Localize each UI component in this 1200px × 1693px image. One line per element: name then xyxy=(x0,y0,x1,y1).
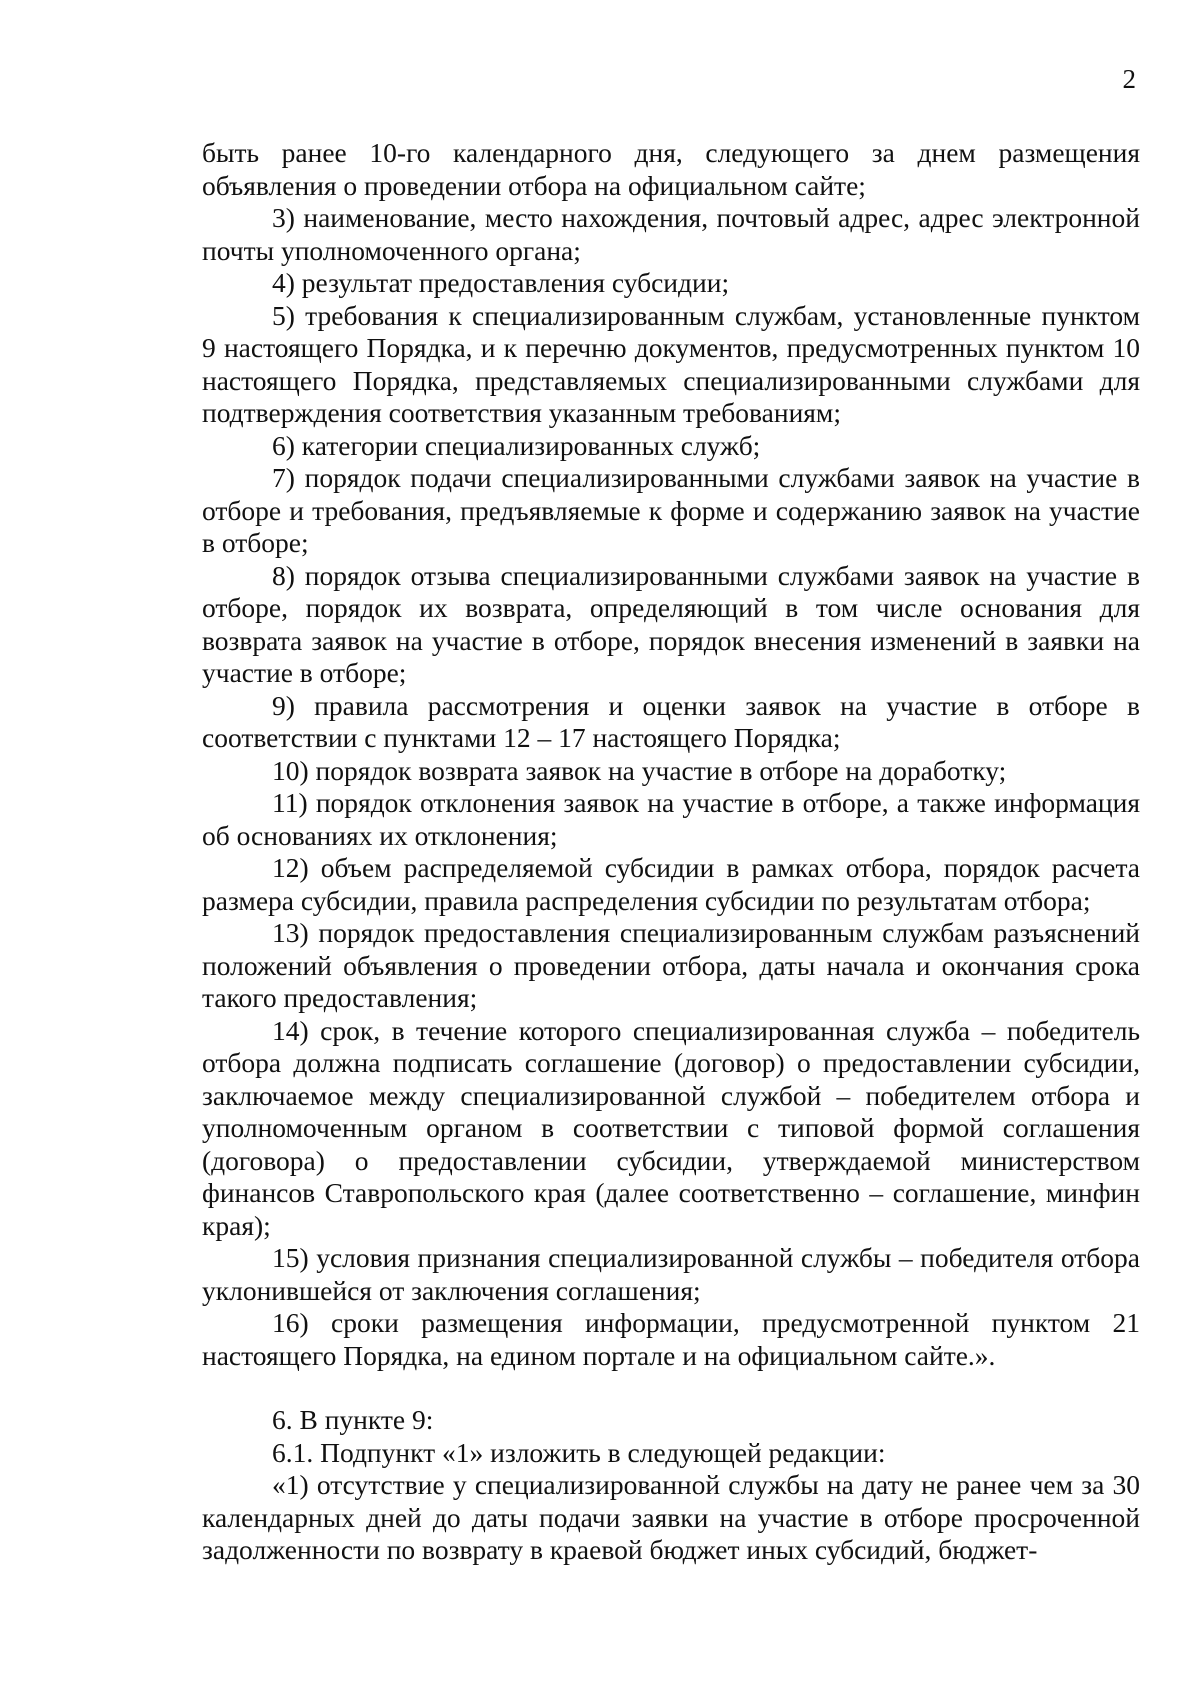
paragraph-item-9: 9) правила рассмотрения и оценки заявок на участие в отборе в соответствии с пунктами 12 – 17 настоящего Порядка; xyxy=(202,689,1140,753)
paragraph-item-6: 6) категории специализированных служб; xyxy=(272,429,761,461)
paragraph-continuation: быть ранее 10-го календарного дня, следующего за днем размещения объявления о проведении отбора на официальном сайте; xyxy=(202,137,1140,201)
paragraph-item-15: 15) условия признания специализированной службы – победителя отбора уклонившейся от заключения соглашения; xyxy=(202,1242,1140,1306)
page-number: 2 xyxy=(1122,64,1136,94)
paragraph-section-6: 6. В пункте 9: xyxy=(272,1404,434,1435)
paragraph-item-7: 7) порядок подачи специализированными службами заявок на участие в отборе и требования, предъявляемые к форме и содержанию заявок на участие в отборе; xyxy=(202,462,1140,558)
paragraph-item-3: 3) наименование, место нахождения, почтовый адрес, адрес электронной почты уполномоченного органа; xyxy=(202,202,1140,266)
paragraph-item-8: 8) порядок отзыва специализированными службами заявок на участие в отборе, порядок их возврата, определяющий в том числе основания для возврата заявок на участие в отборе, порядок внесения изменений в заявки на участие в отборе; xyxy=(202,559,1140,688)
document-body xyxy=(202,137,1140,1567)
paragraph-item-12: 12) объем распределяемой субсидии в рамках отбора, порядок расчета размера субсидии, правила распределения субсидии по результатам отбора; xyxy=(202,852,1140,916)
paragraph-item-11: 11) порядок отклонения заявок на участие в отборе, а также информация об основаниях их отклонения; xyxy=(202,787,1140,851)
paragraph-item-16: 16) сроки размещения информации, предусмотренной пунктом 21 настоящего Порядка, на едином портале и на официальном сайте.». xyxy=(202,1307,1140,1371)
paragraph-item-5: 5) требования к специализированным службам, установленные пунктом 9 настоящего Порядка, и к перечню документов, предусмотренных пунктом 10 настоящего Порядка, представляемых специализированными службами для подтверждения соответствия указанным требованиям; xyxy=(202,299,1140,428)
paragraph-section-6-1: 6.1. Подпункт «1» изложить в следующей редакции: xyxy=(272,1436,886,1468)
paragraph-quoted-item-1: «1) отсутствие у специализированной службы на дату не ранее чем за 30 календарных дней до даты подачи заявки на участие в отборе просроченной задолженности по возврату в краевой бюджет иных субсидий, бюджет- xyxy=(202,1469,1140,1565)
paragraph-item-4: 4) результат предоставления субсидии; xyxy=(272,267,730,298)
paragraph-item-10: 10) порядок возврата заявок на участие в отборе на доработку; xyxy=(272,754,1007,786)
paragraph-item-13: 13) порядок предоставления специализированным службам разъяснений положений объявления о проведении отбора, даты начала и окончания срока такого предоставления; xyxy=(202,917,1140,1013)
paragraph-item-14: 14) срок, в течение которого специализированная служба – победитель отбора должна подписать соглашение (договор) о предоставлении субсидии, заключаемое между специализированной службой – победителем отбора и уполномоченным органом в соответствии с типовой формой соглашения (договора) о предоставлении субсидии, утверждаемой министерством финансов Ставропольского края (далее соответственно – соглашение, минфин края); xyxy=(202,1014,1140,1241)
